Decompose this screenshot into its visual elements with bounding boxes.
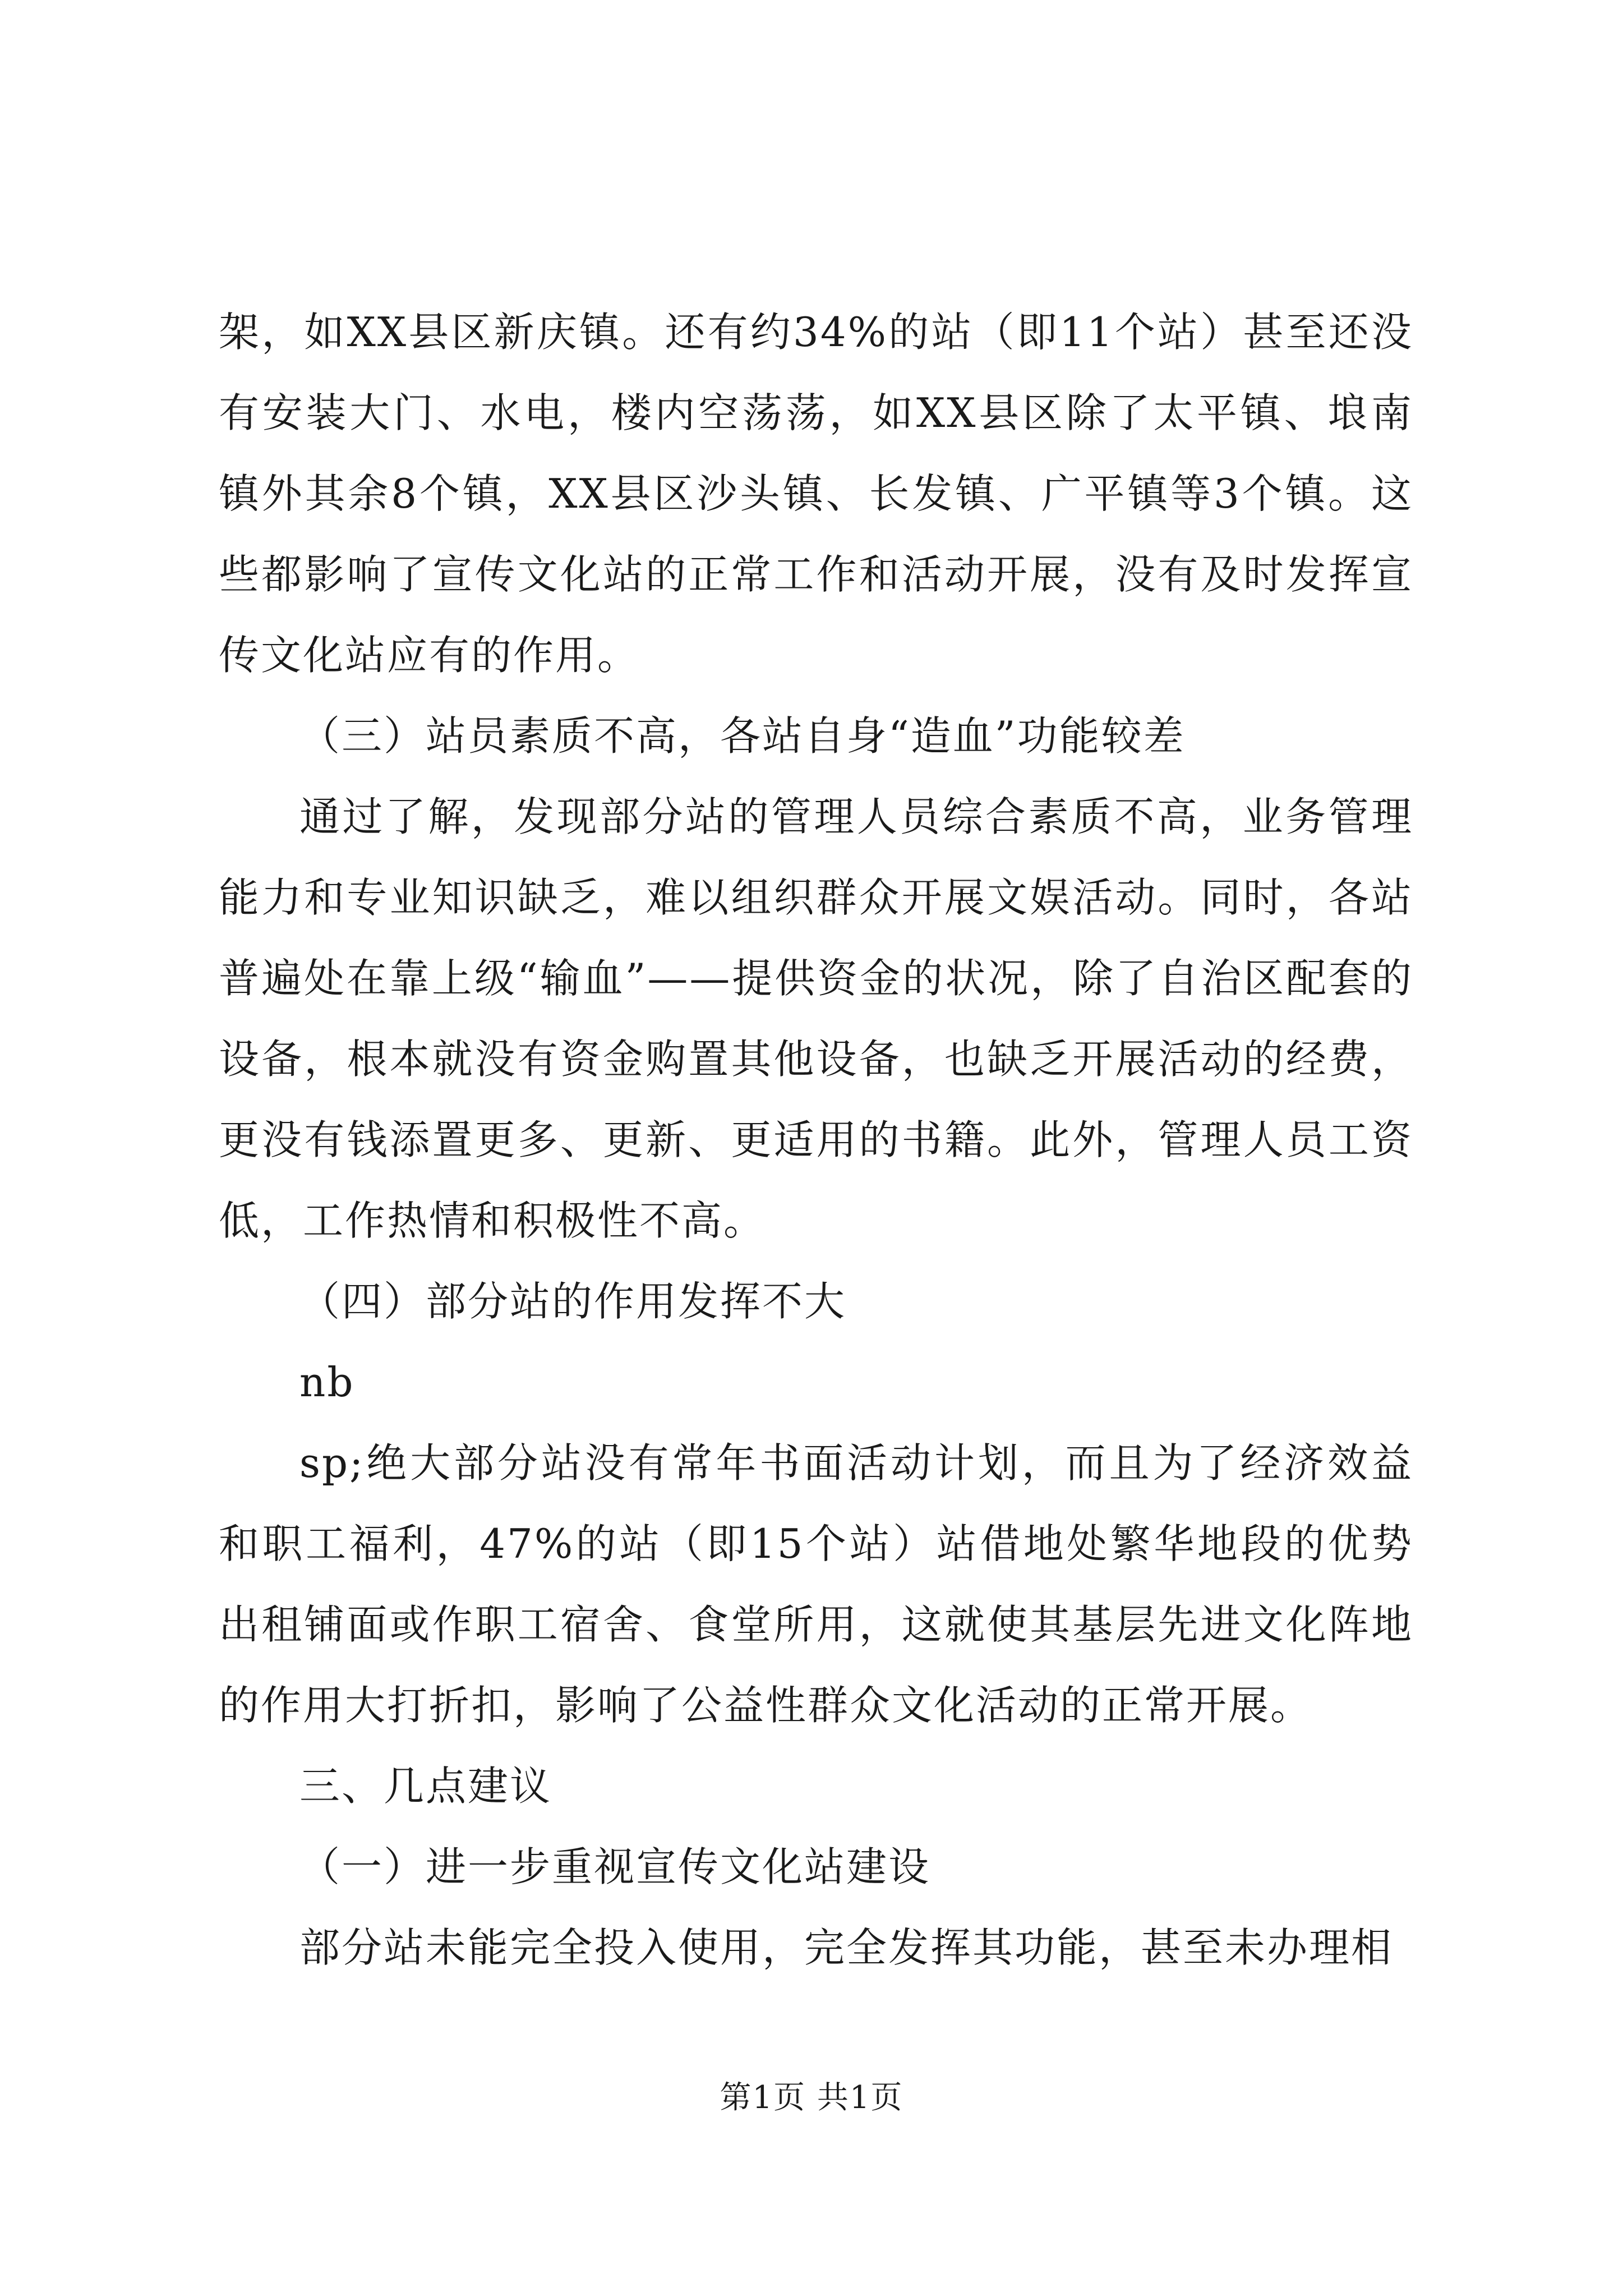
paragraph-fragment: nb <box>299 1359 355 1406</box>
section-heading-3: （三）站员素质不高，各站自身“造血”功能较差 <box>299 712 1186 760</box>
paragraph-continuation: 架，如XX县区新庆镇。还有约34%的站（即11个站）甚至还没有安装大门、水电，楼内空荡荡，如XX县区除了太平镇、埌南镇外其余8个镇，XX县区沙头镇、长发镇、广平镇等3个镇。这些都影响了宣传文化站的正常工作和活动开展，没有及时发挥宣传文化站应有的作用。 <box>219 309 1413 679</box>
section-heading-1: （一）进一步重视宣传文化站建设 <box>299 1843 931 1890</box>
chapter-heading: 三、几点建议 <box>299 1763 552 1810</box>
document-body <box>219 292 1413 1988</box>
paragraph: sp;绝大部分站没有常年书面活动计划，而且为了经济效益和职工福利，47%的站（即15个站）站借地处繁华地段的优势出租铺面或作职工宿舍、食堂所用，这就使其基层先进文化阵地的作用大打折扣，影响了公益性群众文化活动的正常开展。 <box>219 1439 1413 1729</box>
section-heading-4: （四）部分站的作用发挥不大 <box>299 1278 847 1325</box>
page-footer: 第1页 共1页 <box>720 2079 903 2116</box>
paragraph: 通过了解，发现部分站的管理人员综合素质不高，业务管理能力和专业知识缺乏，难以组织群众开展文娱活动。同时，各站普遍处在靠上级“输血”——提供资金的状况，除了自治区配套的设备，根本就没有资金购置其他设备，也缺乏开展活动的经费，更没有钱添置更多、更新、更适用的书籍。此外，管理人员工资低，工作热情和积极性不高。 <box>219 793 1413 1244</box>
paragraph: 部分站未能完全投入使用，完全发挥其功能，甚至未办理相 <box>299 1924 1394 1971</box>
